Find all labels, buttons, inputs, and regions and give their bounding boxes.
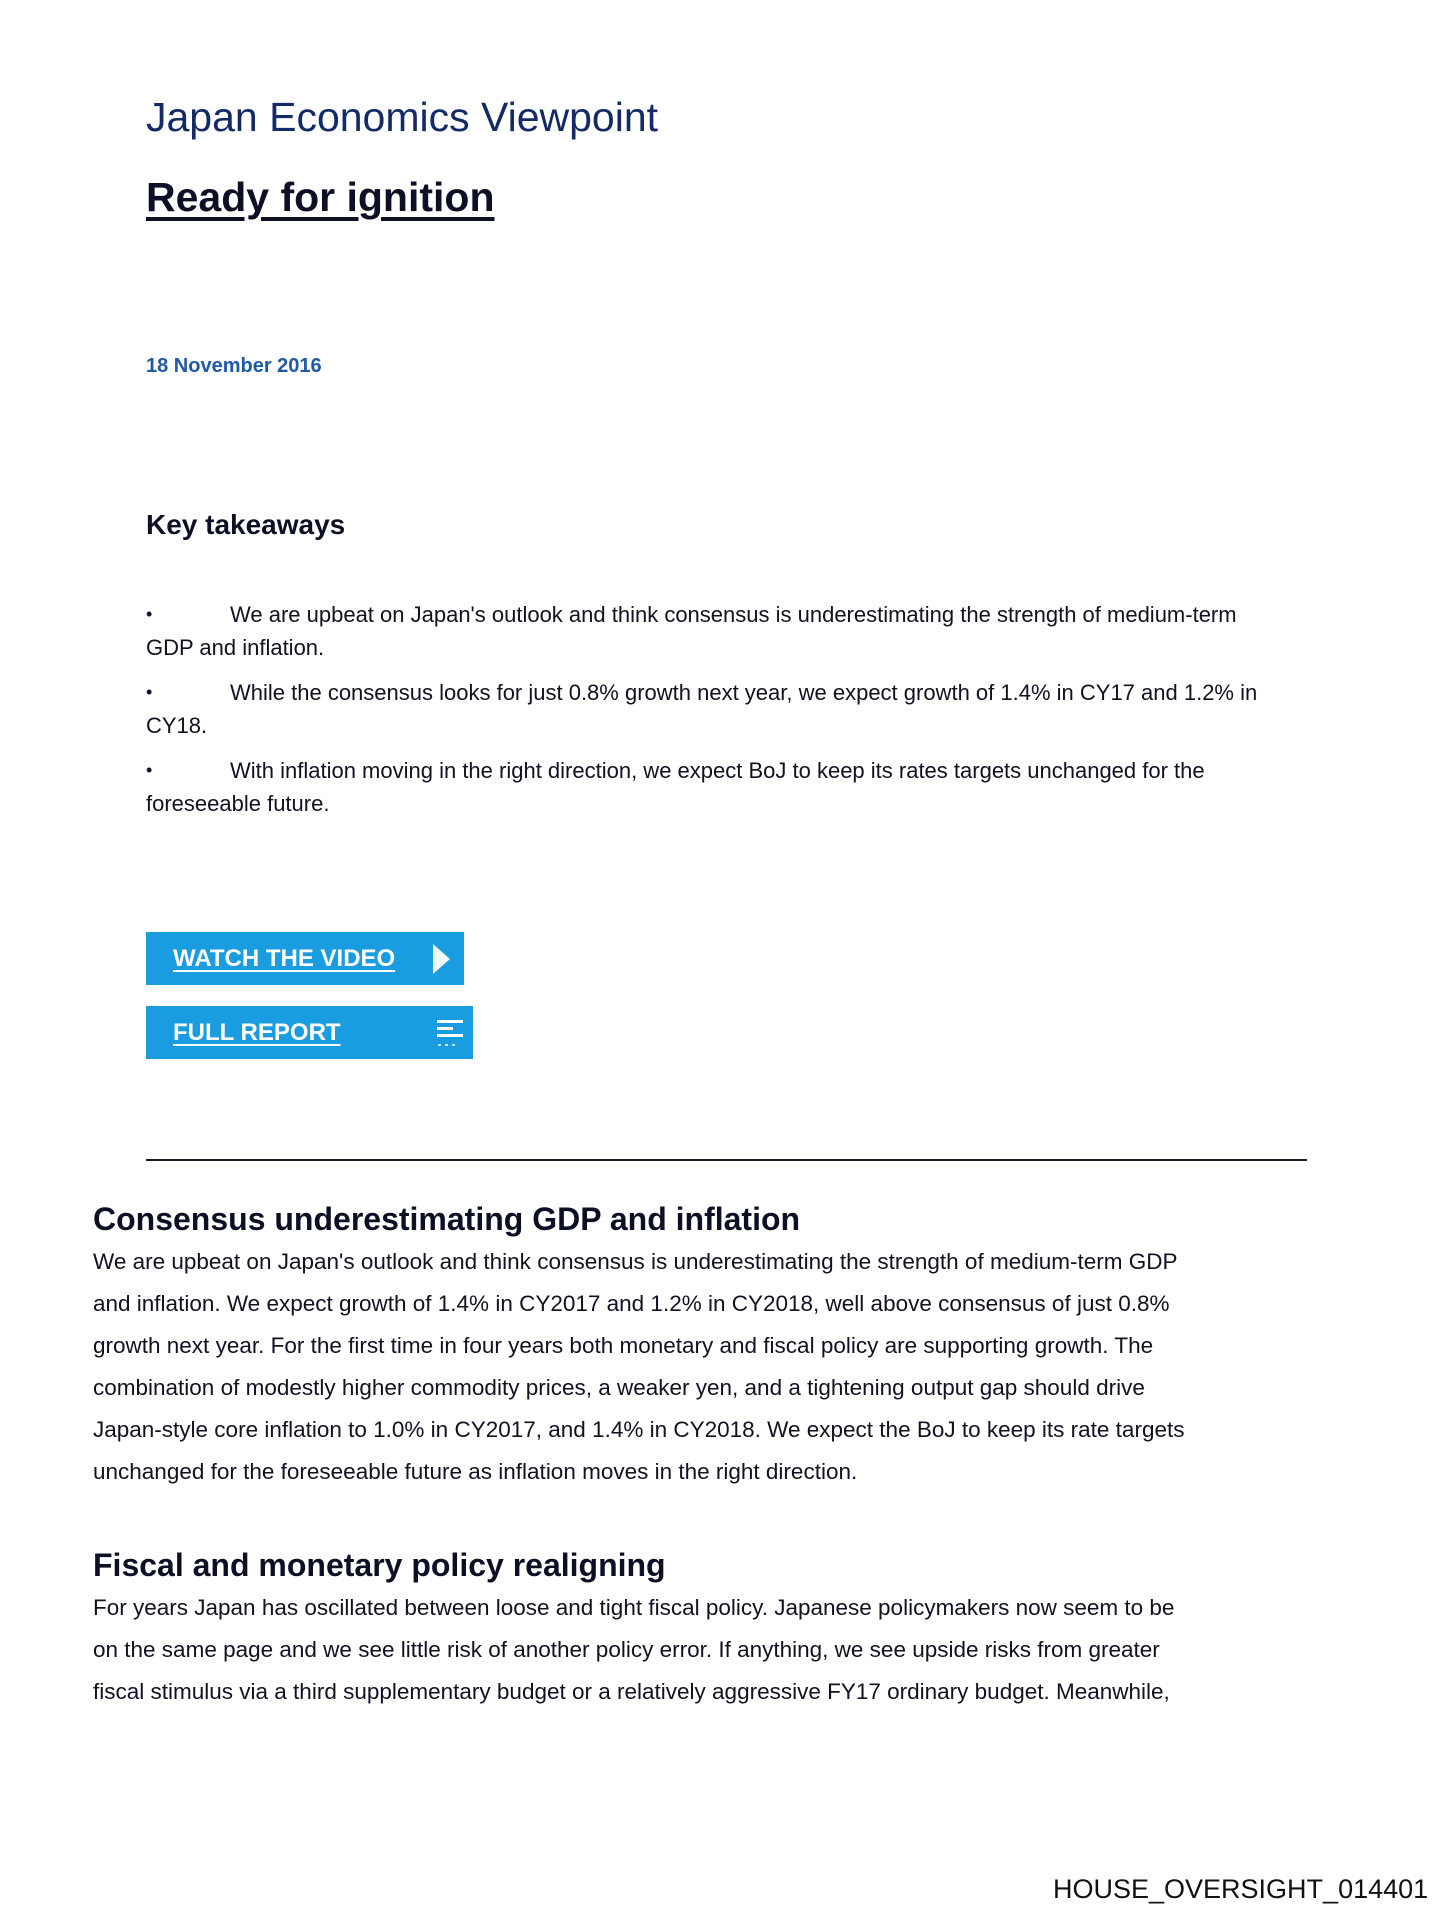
bullet-text: We are upbeat on Japan's outlook and think consensus is underestimating the strength of medium-term GDP and inflation. (146, 602, 1237, 660)
text-line: unchanged for the foreseeable future as inflation moves in the right direction. (93, 1459, 858, 1484)
play-arrow-icon (418, 932, 464, 985)
full-report-button[interactable] (146, 1006, 473, 1059)
bullet-icon: • (146, 682, 153, 702)
full-report-label: FULL REPORT (173, 1018, 341, 1046)
watch-video-label: WATCH THE VIDEO (173, 944, 396, 972)
section-body-consensus (93, 1241, 1368, 1493)
bullet-text: While the consensus looks for just 0.8% growth next year, we expect growth of 1.4% in CY17 and 1.2% in CY18. (146, 680, 1258, 738)
bullet-text: With inflation moving in the right direction, we expect BoJ to keep its rates targets unchanged for the foreseeable future. (146, 758, 1205, 816)
document-lines-icon (427, 1006, 473, 1059)
text-line: fiscal stimulus via a third supplementary budget or a relatively aggressive FY17 ordinary budget. Meanwhile, (93, 1679, 1170, 1704)
list-item (146, 676, 1286, 742)
list-item (146, 598, 1286, 664)
section-divider (146, 1159, 1307, 1161)
text-line: combination of modestly higher commodity prices, a weaker yen, and a tightening output gap should drive (93, 1375, 1145, 1400)
text-line: growth next year. For the first time in four years both monetary and fiscal policy are supporting growth. The (93, 1333, 1154, 1358)
section-heading-fiscal: Fiscal and monetary policy realigning (93, 1547, 666, 1583)
list-item (146, 754, 1286, 820)
watch-video-button[interactable] (146, 932, 464, 985)
text-line: and inflation. We expect growth of 1.4% in CY2017 and 1.2% in CY2018, well above consensus of just 0.8% (93, 1291, 1170, 1316)
text-line: We are upbeat on Japan's outlook and think consensus is underestimating the strength of medium-term GDP (93, 1249, 1178, 1274)
key-takeaways-list (146, 598, 1286, 832)
section-heading-consensus: Consensus underestimating GDP and inflation (93, 1201, 801, 1237)
key-takeaways-heading: Key takeaways (146, 509, 346, 540)
section-body-fiscal (93, 1587, 1368, 1713)
text-line: Japan-style core inflation to 1.0% in CY2017, and 1.4% in CY2018. We expect the BoJ to keep its rate targets (93, 1417, 1185, 1442)
series-title: Japan Economics Viewpoint (146, 94, 659, 140)
text-line: on the same page and we see little risk of another policy error. If anything, we see upside risks from greater (93, 1637, 1160, 1662)
headline: Ready for ignition (146, 174, 495, 220)
publication-date: 18 November 2016 (146, 355, 322, 377)
bullet-icon: • (146, 604, 153, 624)
bullet-icon: • (146, 760, 153, 780)
bates-number: HOUSE_OVERSIGHT_014401 (1053, 1874, 1429, 1904)
text-line: For years Japan has oscillated between loose and tight fiscal policy. Japanese policymakers now seem to be (93, 1595, 1175, 1620)
